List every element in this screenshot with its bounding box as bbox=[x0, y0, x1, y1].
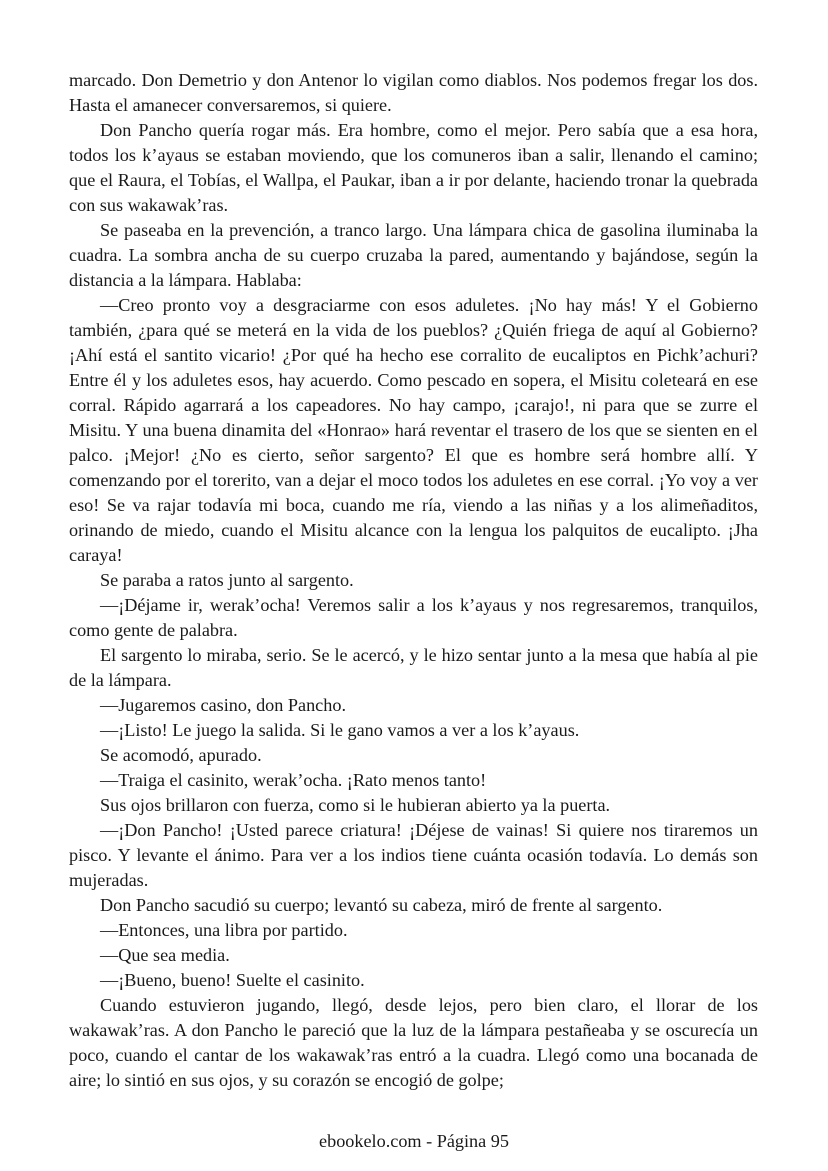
paragraph: Se paseaba en la prevención, a tranco largo. Una lámpara chica de gasolina iluminaba la cuadra. La sombra ancha de su cuerpo cruzaba la pared, aumentando y bajándose, según la distancia a la lámpara. Hablaba: bbox=[69, 220, 758, 290]
paragraph: marcado. Don Demetrio y don Antenor lo vigilan como diablos. Nos podemos fregar los dos. Hasta el amanecer conversaremos, si quiere. bbox=[69, 70, 758, 115]
paragraph: —¡Don Pancho! ¡Usted parece criatura! ¡Déjese de vainas! Si quiere nos tiraremos un pisco. Y levante el ánimo. Para ver a los indios tiene cuánta ocasión todavía. Lo demás son mujeradas. bbox=[69, 820, 758, 890]
paragraph: —Entonces, una libra por partido. bbox=[100, 920, 348, 940]
paragraph: Se acomodó, apurado. bbox=[100, 745, 262, 765]
paragraph: —Creo pronto voy a desgraciarme con esos aduletes. ¡No hay más! Y el Gobierno también, ¿para qué se meterá en la vida de los pueblos? ¿Quién friega de aquí al Gobierno? ¡Ahí está el santito vicario! ¿Por qué ha hecho ese corralito de eucaliptos en Pichk’achuri? Entre él y los aduletes esos, hay acuerdo. Como pescado en sopera, el Misitu coleteará en ese corral. Rápido agarrará a los capeadores. No hay campo, ¡carajo!, ni para que se zurre el Misitu. Y una buena dinamita del «Honrao» hará reventar el trasero de los que se sienten en el palco. ¡Mejor! ¿No es cierto, señor sargento? El que es hombre será hombre allí. Y comenzando por el torerito, van a dejar el moco todos los aduletes en ese corral. ¡Yo voy a ver eso! Se va rajar todavía mi boca, cuando me ría, viendo a las niñas y a los alimeñaditos, orinando de miedo, cuando el Misitu alcance con la lengua los palquitos de eucalipto. ¡Jha caraya! bbox=[69, 295, 758, 565]
paragraph: —Traiga el casinito, werak’ocha. ¡Rato menos tanto! bbox=[100, 770, 487, 790]
paragraph: —Jugaremos casino, don Pancho. bbox=[100, 695, 346, 715]
paragraph: Cuando estuvieron jugando, llegó, desde lejos, pero bien claro, el llorar de los wakawak’ras. A don Pancho le pareció que la luz de la lámpara pestañeaba y se oscurecía un poco, cuando el cantar de los wakawak’ras entró a la cuadra. Llegó como una bocanada de aire; lo sintió en sus ojos, y su corazón se encogió de golpe; bbox=[69, 995, 758, 1090]
paragraph: El sargento lo miraba, serio. Se le acercó, y le hizo sentar junto a la mesa que había al pie de la lámpara. bbox=[69, 645, 758, 690]
page-footer: ebookelo.com - Página 95 bbox=[319, 1131, 509, 1151]
paragraph: Sus ojos brillaron con fuerza, como si le hubieran abierto ya la puerta. bbox=[100, 795, 611, 815]
page-body bbox=[69, 68, 758, 1093]
paragraph: Don Pancho sacudió su cuerpo; levantó su cabeza, miró de frente al sargento. bbox=[100, 895, 663, 915]
paragraph: —¡Déjame ir, werak’ocha! Veremos salir a los k’ayaus y nos regresaremos, tranquilos, como gente de palabra. bbox=[69, 595, 758, 640]
paragraph: Se paraba a ratos junto al sargento. bbox=[100, 570, 354, 590]
paragraph: —¡Bueno, bueno! Suelte el casinito. bbox=[100, 970, 365, 990]
paragraph: —Que sea media. bbox=[100, 945, 230, 965]
paragraph: Don Pancho quería rogar más. Era hombre, como el mejor. Pero sabía que a esa hora, todos los k’ayaus se estaban moviendo, que los comuneros iban a salir, llenando el camino; que el Raura, el Tobías, el Wallpa, el Paukar, iban a ir por delante, haciendo tronar la quebrada con sus wakawak’ras. bbox=[69, 120, 758, 215]
paragraph: —¡Listo! Le juego la salida. Si le gano vamos a ver a los k’ayaus. bbox=[100, 720, 580, 740]
